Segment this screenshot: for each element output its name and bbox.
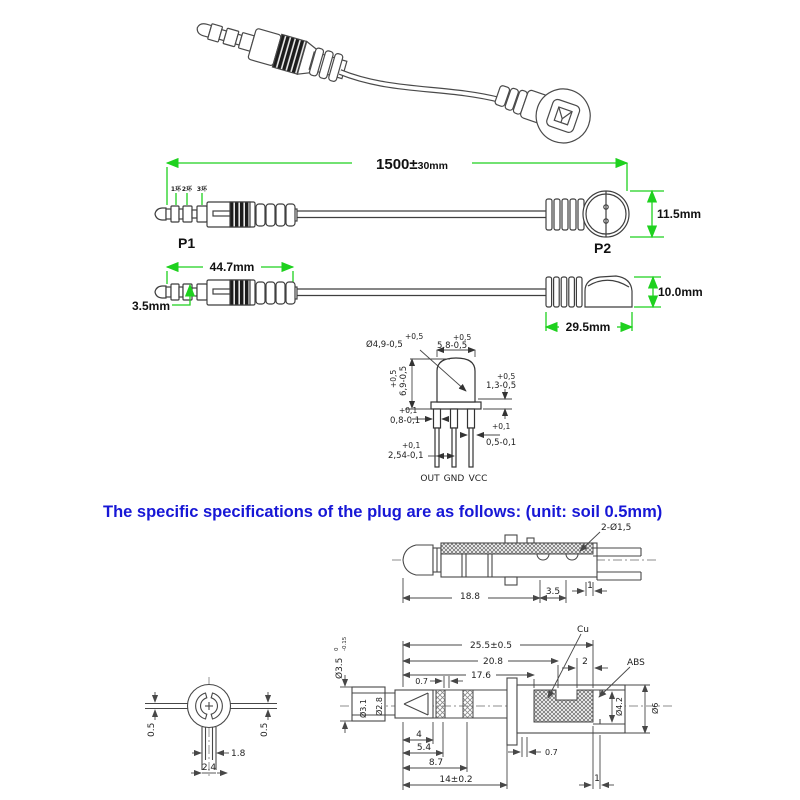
- section-tip-block: [395, 690, 433, 718]
- cable-length-dim: 1500±30mm: [376, 156, 448, 173]
- section-top-len2: 3.5: [545, 587, 561, 597]
- section-top-len3: 1: [587, 581, 593, 591]
- plug-detail-view: [132, 260, 703, 334]
- front-tail-inner-dim: 1.8: [231, 749, 246, 759]
- cu-label: Cu: [577, 625, 589, 635]
- led-lead-t-dim: 0,5-0,1: [486, 438, 517, 448]
- d6-dim: 1: [594, 774, 600, 784]
- abs-label: ABS: [627, 658, 645, 668]
- led-height-dim: 6,9-0,5: [399, 365, 409, 396]
- bore2-dim: Ø2.8: [375, 696, 384, 716]
- led-flange: [431, 402, 481, 409]
- d4-dim: 14±0.2: [439, 775, 473, 785]
- led-height-tol: +0,5: [389, 369, 398, 388]
- led-width-tol: +0,5: [453, 333, 472, 342]
- ring3-label: 3环: [196, 186, 208, 193]
- led-pin-gnd: GND: [443, 474, 465, 484]
- led-pitch-dim: 2,54-0,1: [388, 451, 424, 461]
- d2-dim: 5.4: [416, 743, 432, 753]
- section-total-dim: 25.5±0.5: [470, 641, 512, 651]
- led-lead-w-dim: 0,8-0,1: [390, 416, 421, 426]
- section-cu-dim: 17.6: [470, 671, 492, 681]
- od-dim: Ø3.5: [335, 657, 345, 679]
- receiver-side-view: [546, 191, 629, 237]
- head-length-dim: 29.5mm: [565, 320, 611, 334]
- led-lead-w-tol: +0,1: [399, 406, 418, 415]
- head-height-dim: 10.0mm: [658, 285, 703, 299]
- tip-dia-dim: 3.5mm: [131, 299, 170, 313]
- led-pin-vcc: VCC: [468, 474, 488, 484]
- copper-strip: [441, 543, 593, 554]
- plug-length-dim: 44.7mm: [209, 260, 255, 274]
- cable-dimension-view: [155, 156, 701, 256]
- plug-section-top-view: [392, 522, 658, 603]
- led-dia-dim: Ø4,9-0,5: [366, 340, 403, 350]
- led-pitch-tol: +0,1: [402, 441, 421, 450]
- section-flange: [507, 678, 517, 745]
- led-pin-out: OUT: [420, 474, 440, 484]
- hole-callout: 2-Ø1,5: [601, 523, 632, 533]
- led-lip-tol: +0,5: [497, 372, 516, 381]
- head-dia-dim: 11.5mm: [657, 207, 702, 221]
- od-lower-tol: -0.15: [342, 636, 348, 651]
- emitter-head-side-view: [546, 276, 632, 307]
- section-top-len1: 18.8: [459, 592, 481, 602]
- plug-front-view: [145, 677, 277, 777]
- d1-dim: 4: [416, 730, 422, 740]
- plug-side-view: [155, 202, 297, 227]
- led-dia-tol: +0,5: [405, 332, 424, 341]
- cu-tab-dim: 2: [582, 657, 588, 667]
- section-heading: The specific specifications of the plug are as follows: (unit: soil 0.5mm): [103, 503, 663, 521]
- ring2-label: 2环: [181, 186, 193, 193]
- d3-dim: 8.7: [428, 758, 444, 768]
- cable-3d-view: [193, 11, 598, 150]
- led-width-dim: 5,8-0,5: [437, 341, 468, 351]
- ir-led-dimension-view: [366, 332, 516, 484]
- front-tail-outer-dim: 2.4: [201, 763, 217, 773]
- od-upper-tol: 0: [334, 647, 340, 651]
- section-tip: [403, 545, 433, 575]
- bore1-dim: Ø3.1: [359, 698, 368, 718]
- bore3-dim: Ø4.2: [615, 696, 624, 716]
- p2-label: P2: [594, 240, 612, 256]
- shell-dia-dim: Ø6: [651, 702, 660, 714]
- section-notch-dim: 20.8: [482, 657, 504, 667]
- led-body: [437, 358, 475, 402]
- front-slot-left-dim: 0.5: [147, 722, 157, 737]
- d5-dim: 0.7: [545, 748, 558, 757]
- front-slot-right-dim: 0.5: [260, 722, 270, 737]
- p1-label: P1: [178, 235, 196, 251]
- plug-section-side-view: [334, 625, 672, 790]
- ring1-label: 1环: [170, 186, 182, 193]
- ring-width-dim: 0.7: [415, 677, 428, 686]
- led-lip-dim: 1,3-0,5: [486, 381, 517, 391]
- led-lead-t-tol: +0,1: [492, 422, 511, 431]
